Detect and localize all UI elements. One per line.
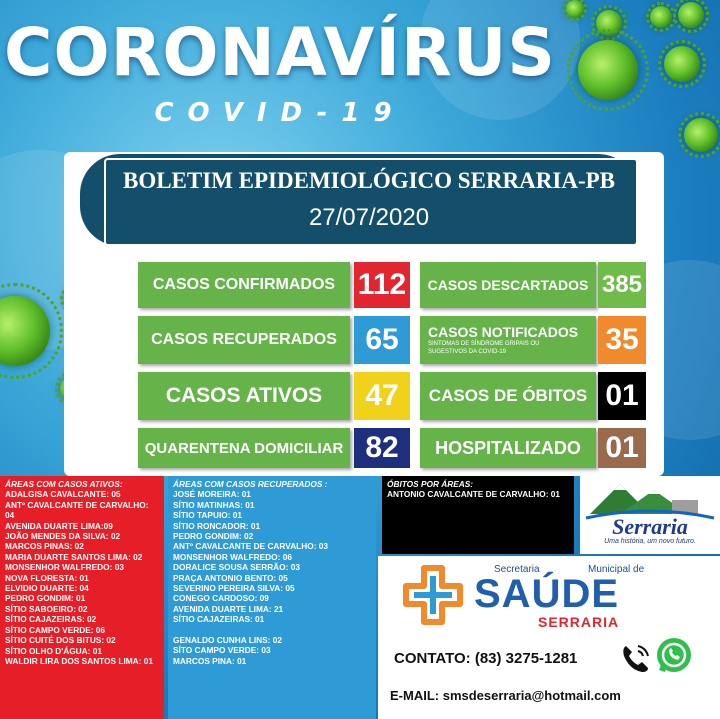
recovered-value: 65 (354, 316, 410, 364)
contact-email: E-MAIL: smsdeserraria@hotmail.com (390, 688, 621, 703)
virus-icon (578, 40, 638, 100)
saude-logo-bottom: SERRARIA (538, 614, 620, 630)
list-item: PEDRO GONDIM: 02 (173, 531, 254, 542)
discarded-value: 385 (598, 262, 646, 308)
list-item: SÍTIO CUITÉ DOS BITUS: 02 (5, 635, 116, 646)
notified-value: 35 (598, 316, 646, 364)
deaths-areas-heading: ÓBITOS POR ÁREAS: (387, 479, 474, 489)
page-subtitle: COVID-19 (154, 98, 406, 128)
list-item (173, 625, 371, 635)
list-item: SÍTO CAMPO VERDE: 03 (173, 645, 271, 656)
active-label: CASOS ATIVOS (138, 372, 350, 420)
contact-phone: CONTATO: (83) 3275-1281 (394, 650, 578, 667)
deaths-label: CASOS DE ÓBITOS (420, 372, 596, 420)
deaths-value: 01 (598, 372, 646, 420)
virus-icon (0, 296, 50, 366)
list-item: JOSÉ MOREIRA: 01 (173, 489, 251, 500)
list-item: SÍTIO CAJAZEIRAS: 01 (173, 614, 265, 625)
phone-icon (618, 640, 652, 674)
list-item: SÍTIO SABOEIRO: 02 (5, 603, 88, 614)
hospitalized-value: 01 (598, 428, 646, 468)
list-item: MARCOS PINAS: 02 (5, 541, 84, 552)
list-item: SEVERINO PEREIRA SILVA: 05 (173, 583, 295, 594)
list-item: SÍTIO TAPUIO: 01 (173, 510, 242, 521)
hospitalized-label: HOSPITALIZADO (420, 428, 596, 468)
list-item: PEDRO GONDIM: 01 (5, 593, 86, 604)
serraria-logo (580, 476, 720, 554)
whatsapp-icon (656, 637, 692, 675)
virus-icon (684, 118, 718, 152)
list-item: MARCOS PINA: 01 (173, 655, 247, 666)
list-item: ADALGISA CAVALCANTE: 05 (5, 489, 121, 500)
quarantine-value: 82 (354, 428, 410, 468)
list-item: AVENIDA DUARTE LIMA:09 (5, 520, 113, 531)
saude-logo-top-right: Municipal de (588, 564, 645, 575)
list-item: WALDIR LIRA DOS SANTOS LIMA: 01 (5, 655, 153, 666)
list-item: MONSENHOR WALFREDO: 03 (5, 562, 124, 573)
virus-icon (664, 46, 700, 82)
quarantine-label: QUARENTENA DOMICILIAR (138, 428, 350, 468)
health-cross-icon (402, 564, 464, 626)
list-item: NOVA FLORESTA: 01 (5, 572, 89, 583)
list-item: ANTONIO CAVALCANTE DE CARVALHO: 01 (387, 489, 561, 500)
virus-icon (678, 2, 704, 28)
active-areas-panel (0, 476, 164, 719)
list-item: MARIA DUARTE SANTOS LIMA: 02 (5, 551, 143, 562)
notified-label: CASOS NOTIFICADOS (428, 324, 579, 340)
list-item: SÍTIO RONCADOR: 01 (173, 520, 261, 531)
discarded-label: CASOS DESCARTADOS (420, 262, 596, 308)
list-item: SÍTIO CAJAZEIRAS: 02 (5, 614, 97, 625)
list-item: JOÃO MENDES DA SILVA: 02 (5, 531, 121, 542)
notified-sublabel: SINTOMAS DE SÍNDROME GRIPAIS OU SUGESTIVOS DA COVID-19 (428, 341, 540, 355)
virus-icon (566, 0, 584, 18)
recovered-areas-list (173, 489, 371, 666)
recovered-areas-panel (168, 476, 376, 719)
saude-logo-main: SAÚDE (474, 572, 620, 616)
list-item: ANTº CAVALCANTE DE CARVALHO: 03 (173, 541, 328, 552)
page-title: CORONAVÍRUS (4, 14, 556, 91)
list-item: PRAÇA ANTONIO BENTO: 05 (173, 572, 288, 583)
confirmed-label: CASOS CONFIRMADOS (138, 262, 350, 308)
saude-logo-top-left: Secretaria (494, 564, 540, 575)
list-item: AVENIDA DUARTE LIMA: 21 (173, 603, 284, 614)
list-item: SÍTIO OLHO D'ÁGUA: 01 (5, 645, 102, 656)
bulletin-title: BOLETIM EPIDEMIOLÓGICO SERRARIA-PB (122, 168, 615, 193)
active-areas-list (5, 489, 159, 666)
list-item: DORALICE SOUSA SERRÃO: 03 (173, 562, 300, 573)
saude-logo (398, 562, 698, 632)
active-value: 47 (354, 372, 410, 420)
list-item: SÍTIO CAMPO VERDE: 06 (5, 624, 106, 635)
list-item: MONSENHOR WALFREDO: 06 (173, 551, 292, 562)
serraria-logo-tagline: Uma história, um novo futuro. (604, 538, 696, 545)
active-areas-heading: ÁREAS COM CASOS ATIVOS: (5, 479, 123, 489)
bulletin-date: 27/07/2020 (308, 204, 430, 231)
list-item: ANTº CAVALCANTE DE CARVALHO: 04 (5, 499, 149, 521)
deaths-areas-panel (382, 476, 574, 554)
list-item: SÍTIO MATINHAS: 01 (173, 499, 255, 510)
confirmed-value: 112 (354, 262, 410, 308)
serraria-logo-name: Serraria (612, 514, 688, 539)
list-item: CONEGO CARDOSO: 09 (173, 593, 269, 604)
recovered-label: CASOS RECUPERADOS (138, 316, 350, 364)
notified-box (420, 316, 596, 364)
virus-icon (650, 6, 672, 28)
recovered-areas-heading: ÁREAS COM CASOS RECUPERADOS : (173, 479, 328, 489)
list-item: ELVIDIO DUARTE: 04 (5, 583, 89, 594)
list-item: GENALDO CUNHA LINS: 02 (173, 634, 282, 645)
